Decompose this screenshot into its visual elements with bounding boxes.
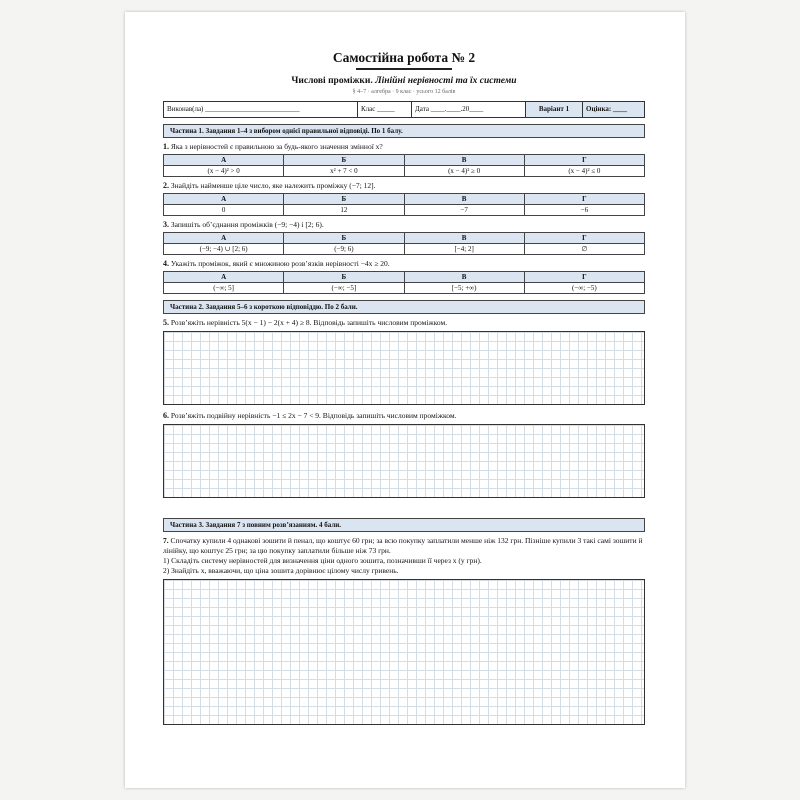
option-letter: В [404,194,524,205]
option-letter: Б [284,155,404,166]
answer-options-q4 [163,271,645,294]
question-number: 1. [163,142,169,151]
question-text: Знайдіть найменше ціле число, яке належить проміжку (−7; 12]. [170,181,376,190]
option-a[interactable]: 0 [164,205,284,216]
question-6 [163,411,645,421]
question-text: Розв’яжіть подвійну нерівність −1 ≤ 2x − 7 < 9. Відповідь запишіть числовим проміжком. [170,411,457,420]
option-letter: А [164,233,284,244]
option-g[interactable]: (x − 4)² ≤ 0 [524,166,644,177]
subtitle-italic: Лінійні нерівності та їх системи [375,76,517,86]
option-letter: Г [524,155,644,166]
question-7 [163,536,645,576]
part3-heading: Частина 3. Завдання 7 з повним розв’язанням. 4 бали. [163,518,645,532]
option-letter: Г [524,233,644,244]
option-v[interactable]: −7 [404,205,524,216]
question-number: 2. [163,181,169,190]
option-letter: А [164,194,284,205]
option-v[interactable]: [−5; +∞) [404,283,524,294]
option-letter: В [404,155,524,166]
option-a[interactable]: (x − 4)² > 0 [164,166,284,177]
answer-grid-q7[interactable] [163,579,645,725]
question-3 [163,220,645,230]
question-text: Укажіть проміжок, який є множиною розв’язків нерівності −4x ≥ 20. [170,259,390,268]
question-number: 4. [163,259,169,268]
answer-grid-q5[interactable] [163,331,645,405]
option-letter: Б [284,233,404,244]
option-v[interactable]: [−4; 2] [404,244,524,255]
question-2 [163,181,645,191]
date-field[interactable]: Дата ____.____.20____ [412,102,526,117]
question-1 [163,142,645,152]
class-field[interactable]: Клас _____ [358,102,412,117]
answer-grid-q6[interactable] [163,424,645,498]
option-letter: А [164,272,284,283]
option-a[interactable]: (−9; −4) ∪ [2; 6) [164,244,284,255]
name-field[interactable]: Виконав(ла) ___________________________ [164,102,358,117]
option-g[interactable]: ∅ [524,244,644,255]
option-letter: В [404,272,524,283]
option-v[interactable]: (x − 4)² ≥ 0 [404,166,524,177]
variant-label: Варіант 1 [526,102,583,117]
option-g[interactable]: (−∞; −5) [524,283,644,294]
grade-field[interactable]: Оцінка: ____ [583,102,644,117]
option-letter: Г [524,272,644,283]
option-b[interactable]: x² + 7 < 0 [284,166,404,177]
option-letter: В [404,233,524,244]
part2-heading: Частина 2. Завдання 5–6 з короткою відповіддю. По 2 бали. [163,300,645,314]
option-letter: Г [524,194,644,205]
question-4 [163,259,645,269]
option-b[interactable]: (−9; 6) [284,244,404,255]
option-g[interactable]: −6 [524,205,644,216]
option-b[interactable]: (−∞; −5] [284,283,404,294]
answer-options-q3 [163,232,645,255]
answer-options-q1 [163,154,645,177]
answer-options-q2 [163,193,645,216]
subtitle-plain: Числові проміжки. [291,76,376,86]
page-title: Самостійна робота № 2 [332,50,476,65]
question-7-subtask-2: 2) Знайдіть x, вважаючи, що ціна зошита дорівнює цілому числу гривень. [163,566,399,575]
worksheet-page [125,12,685,788]
question-text: Яка з нерівностей є правильною за будь-якого значення змінної x? [170,142,383,151]
question-5 [163,318,645,328]
question-number: 7. [163,536,169,545]
question-7-subtask-1: 1) Складіть систему нерівностей для визначення ціни одного зошита, позначивши її через x (у грн). [163,556,482,565]
title-underline [356,68,452,70]
question-number: 5. [163,318,169,327]
part1-heading: Частина 1. Завдання 1–4 з вибором однієї правильної відповіді. По 1 балу. [163,124,645,138]
question-number: 6. [163,411,169,420]
question-text: Запишіть об’єднання проміжків (−9; −4) і [2; 6). [170,220,324,229]
option-a[interactable]: (−∞; 5] [164,283,284,294]
page-meta: § 4–7 · алгебра · 9 клас · усього 12 балів [352,89,456,95]
student-info-row [163,101,645,118]
page-subtitle [163,75,645,87]
option-letter: Б [284,194,404,205]
question-text: Розв’яжіть нерівність 5(x − 1) − 2(x + 4) ≥ 8. Відповідь запишіть числовим проміжком. [170,318,448,327]
question-number: 3. [163,220,169,229]
option-b[interactable]: 12 [284,205,404,216]
worksheet-content [163,50,645,725]
question-text: Спочатку купили 4 однакові зошити й пенал, що коштує 60 грн; за всю покупку заплатили менше ніж 132 грн. Пізніше купили 3 такі самі зошити й лінійку, що коштує 25 грн; за цю покупку заплатили більше ніж 73 грн. [163,536,643,555]
option-letter: А [164,155,284,166]
option-letter: Б [284,272,404,283]
